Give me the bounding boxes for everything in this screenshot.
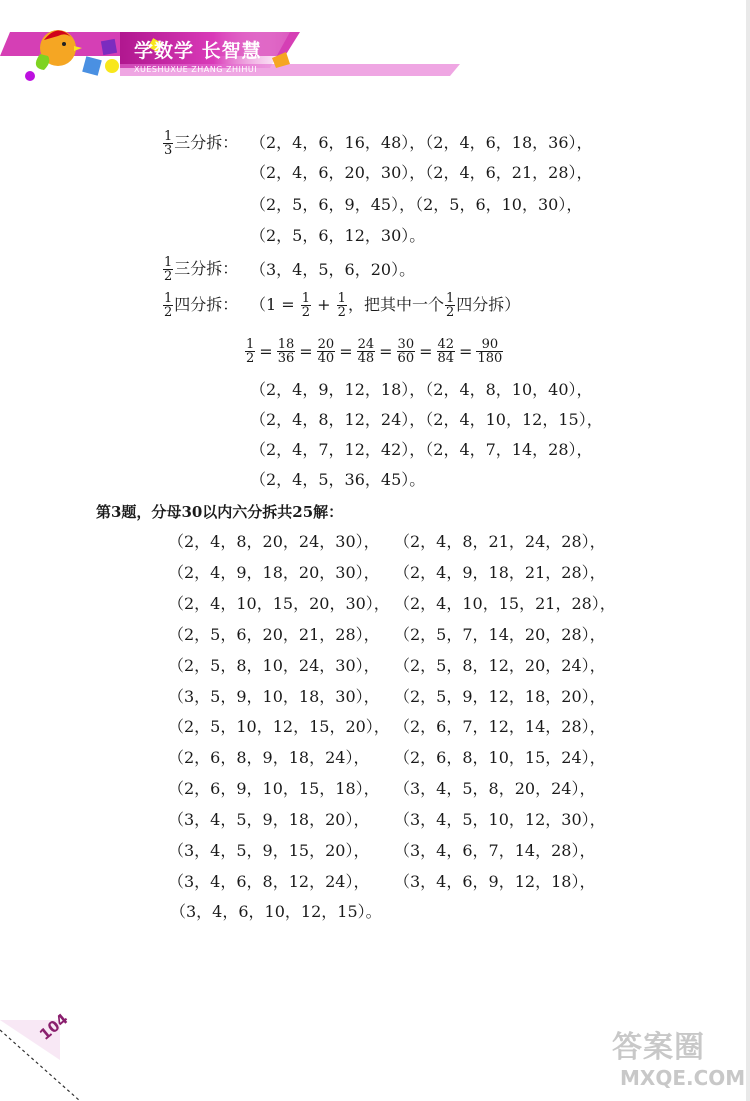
page-edge xyxy=(746,0,750,1101)
half4-label xyxy=(162,292,238,319)
solution-right-8: （2，6，8，10，15，24）， xyxy=(394,748,606,767)
fraction-one-half: $\frac{1}{2}$ xyxy=(337,291,346,320)
page-number: 104 xyxy=(36,1009,72,1044)
solution-left-3: （2，4，10，15，20，30）， xyxy=(168,594,390,613)
solution-left-5: （2，5，8，10，24，30）， xyxy=(168,656,380,675)
half4-explanation: （1 = $\frac{1}{2}$ + $\frac{1}{2}$ ，把其中一个 $\frac{1}{2}$ 四分拆） xyxy=(250,291,521,320)
eq-fraction: $\frac{90}{180}$ xyxy=(477,337,503,366)
half4-line-2: （2，4，8，12，24），（2，4，10，12，15）， xyxy=(250,410,603,429)
solution-right-10: （3，4，5，10，12，30）， xyxy=(394,810,606,829)
half4-line-1: （2，4，9，12，18），（2，4，8，10，40）， xyxy=(250,380,593,399)
solution-right-7: （2，6，7，12，14，28）， xyxy=(394,717,606,736)
solution-left-1: （2，4，8，20，24，30）， xyxy=(168,532,380,551)
solution-right-1: （2，4，8，21，24，28）， xyxy=(394,532,606,551)
solution-right-11: （3，4，6，7，14，28）， xyxy=(394,841,596,860)
solution-right-6: （2，5，9，12，18，20）， xyxy=(394,687,606,706)
eq-fraction: $\frac{1}{2}$ xyxy=(246,337,255,366)
fraction-equation: $\frac{1}{2}$ = $\frac{18}{36}$ = $\frac{20}{40}$ = $\frac{24}{48}$ = $\frac{30}{60}$ = $\frac{42}{84}$ = $\frac{90}{180}$ xyxy=(246,337,503,366)
solution-right-2: （2，4，9，18，21，28）， xyxy=(394,563,606,582)
half3-line: （3，4，5，6，20）。 xyxy=(250,260,416,279)
solution-right-3: （2，4，10，15，21，28）， xyxy=(394,594,616,613)
solution-left-7: （2，5，10，12，15，20）， xyxy=(168,717,390,736)
problem3-heading: 第3题，分母30以内六分拆共25解： xyxy=(96,503,344,521)
solution-left-12: （3，4，6，8，12，24）， xyxy=(168,872,370,891)
half3-label-text: 三分拆： xyxy=(174,259,239,278)
eq-fraction: $\frac{30}{60}$ xyxy=(397,337,415,366)
solution-left-8: （2，6，8，9，18，24）， xyxy=(168,748,370,767)
eq-fraction: $\frac{18}{36}$ xyxy=(277,337,295,366)
solution-right-5: （2，5，8，12，20，24）， xyxy=(394,656,606,675)
solution-right-4: （2，5，7，14，20，28）， xyxy=(394,625,606,644)
third-label xyxy=(162,130,238,157)
solution-left-6: （3，5，9，10，18，30）， xyxy=(168,687,380,706)
header-title: 学数学 长智慧 xyxy=(134,40,262,62)
solution-left-4: （2，5，6，20，21，28）， xyxy=(168,625,380,644)
fraction-one-half: $\frac{1}{2}$ xyxy=(301,291,311,320)
fraction-one-third: $\frac{1}{3}$ xyxy=(164,129,173,158)
half4-line-3: （2，4，7，12，42），（2，4，7，14，28）， xyxy=(250,440,593,459)
fraction-one-half: $\frac{1}{2}$ xyxy=(164,291,173,320)
eq-fraction: $\frac{24}{48}$ xyxy=(357,337,375,366)
third-line-4: （2，5，6，12，30）。 xyxy=(250,226,426,245)
solution-left-11: （3，4，5，9，15，20）， xyxy=(168,841,370,860)
half3-label xyxy=(162,256,238,283)
fraction-one-half: $\frac{1}{2}$ xyxy=(445,291,455,320)
solution-left-9: （2，6，9，10，15，18）， xyxy=(168,779,380,798)
solution-right-12: （3，4，6，9，12，18）， xyxy=(394,872,596,891)
problem3-last: （3，4，6，10，12，15）。 xyxy=(170,902,382,921)
solution-left-10: （3，4，5，9，18，20）， xyxy=(168,810,370,829)
third-line-1: （2，4，6，16，48），（2，4，6，18，36）， xyxy=(250,133,593,152)
half4-label-text: 四分拆： xyxy=(174,295,239,314)
fraction-one-half: $\frac{1}{2}$ xyxy=(164,255,173,284)
header-banner xyxy=(0,18,460,86)
third-line-2: （2，4，6，20，30），（2，4，6，21，28）， xyxy=(250,163,593,182)
solution-left-2: （2，4，9，18，20，30）， xyxy=(168,563,380,582)
header-subtitle: XUESHUXUE ZHANG ZHIHUI xyxy=(134,65,258,74)
third-label-text: 三分拆： xyxy=(174,133,239,152)
watermark-logo: 答案圈 xyxy=(612,1030,705,1065)
half4-line-4: （2，4，5，36，45）。 xyxy=(250,470,426,489)
eq-fraction: $\frac{20}{40}$ xyxy=(317,337,335,366)
watermark-url: MXQE.COM xyxy=(620,1066,746,1090)
solution-right-9: （3，4，5，8，20，24）， xyxy=(394,779,596,798)
eq-fraction: $\frac{42}{84}$ xyxy=(437,337,455,366)
third-line-3: （2，5，6，9，45），（2，5，6，10，30）， xyxy=(250,195,583,214)
